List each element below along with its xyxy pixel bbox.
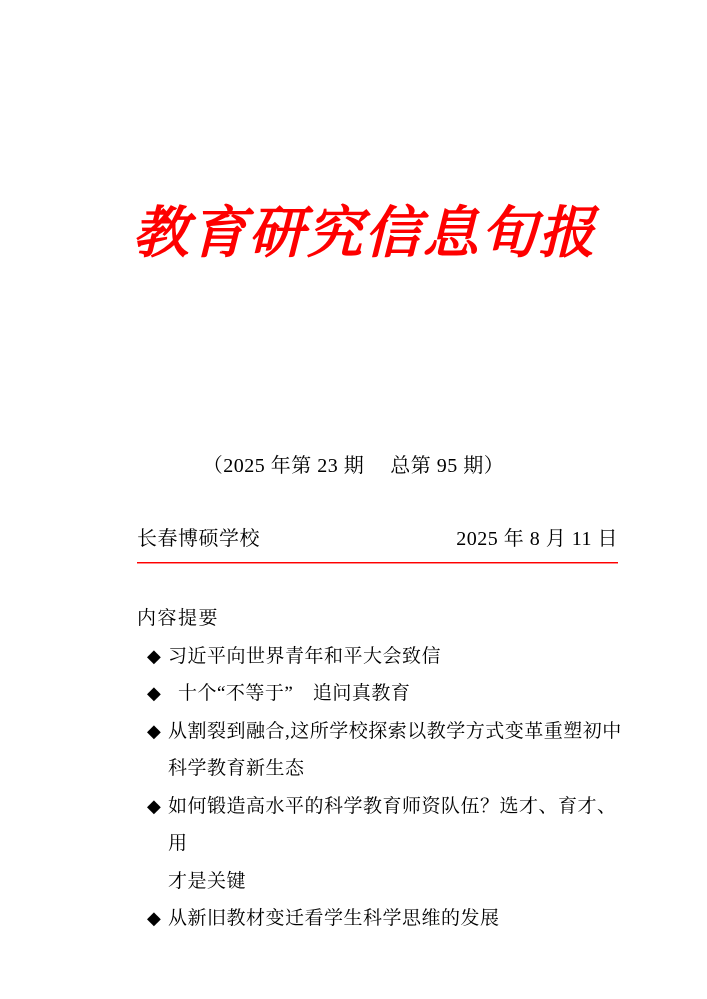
contents-summary xyxy=(137,600,632,938)
diamond-bullet-icon: ◆ xyxy=(147,795,162,817)
summary-item-text: 习近平向世界青年和平大会致信 xyxy=(168,645,442,667)
summary-list xyxy=(147,638,632,938)
summary-item xyxy=(147,675,632,713)
issue-number-line: （2025 年第 23 期 总第 95 期） xyxy=(202,455,505,477)
diamond-bullet-icon: ◆ xyxy=(147,645,162,667)
summary-item-line: 从割裂到融合,这所学校探索以教学方式变革重塑初中 xyxy=(168,720,622,742)
summary-item-line: 科学教育新生态 xyxy=(168,758,305,779)
issue-date: 2025 年 8 月 11 日 xyxy=(456,528,618,550)
diamond-bullet-icon: ◆ xyxy=(147,683,162,704)
diamond-bullet-icon: ◆ xyxy=(147,908,162,929)
summary-item xyxy=(147,900,632,938)
diamond-bullet-icon: ◆ xyxy=(147,720,162,742)
publisher-date-row xyxy=(137,522,618,556)
summary-item-text: 十个“不等于” 追问真教育 xyxy=(178,683,411,704)
summary-item-line: 才是关键 xyxy=(168,870,247,892)
bulletin-title: 教育研究信息旬报 xyxy=(132,203,597,265)
summary-item xyxy=(147,638,632,676)
red-divider-rule xyxy=(137,562,618,564)
summary-heading: 内容提要 xyxy=(137,608,220,629)
summary-item xyxy=(147,788,632,901)
summary-item-line: 如何锻造高水平的科学教育师资队伍？选才、育才、用 xyxy=(168,795,617,854)
summary-item-text: 从新旧教材变迁看学生科学思维的发展 xyxy=(168,908,500,929)
summary-item xyxy=(147,713,632,788)
publisher-name: 长春博硕学校 xyxy=(137,528,260,550)
